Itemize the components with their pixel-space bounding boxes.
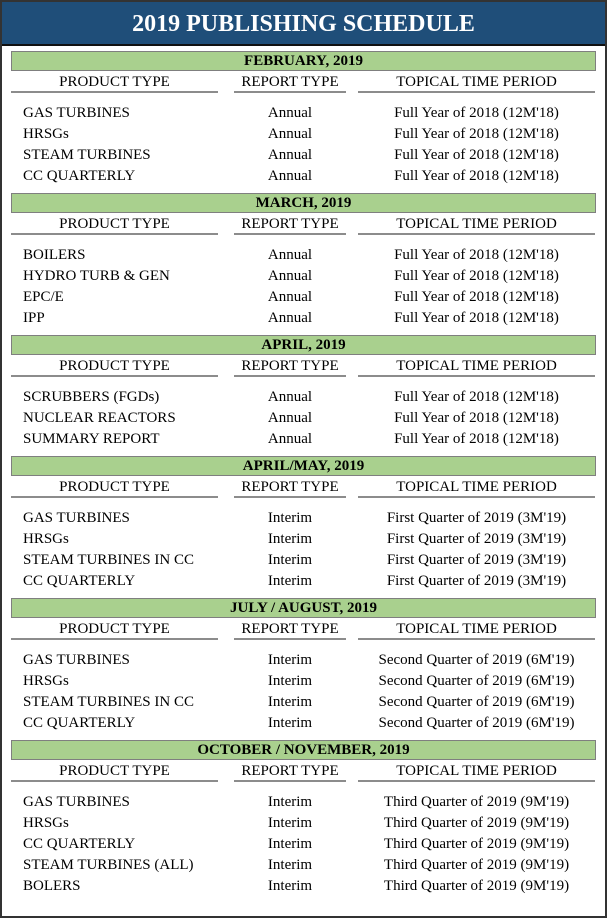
time-period-cell: Full Year of 2018 (12M'18) — [394, 289, 559, 305]
product-type-cell: BOLERS — [23, 878, 81, 894]
table-row — [11, 571, 596, 592]
table-row — [11, 529, 596, 550]
time-period-cell: Full Year of 2018 (12M'18) — [394, 310, 559, 326]
page-title: 2019 PUBLISHING SCHEDULE — [2, 2, 605, 46]
report-type-cell: Interim — [267, 878, 313, 894]
time-period-cell: Third Quarter of 2019 (9M'19) — [383, 815, 570, 831]
time-period-cell: Full Year of 2018 (12M'18) — [394, 247, 559, 263]
product-type-cell: GAS TURBINES — [23, 652, 130, 668]
product-type-cell: SCRUBBERS (FGDs) — [23, 389, 160, 405]
section-month-header: APRIL, 2019 — [11, 335, 596, 355]
report-type-cell: Annual — [267, 268, 313, 284]
time-period-cell: Second Quarter of 2019 (6M'19) — [378, 715, 575, 731]
report-type-cell: Interim — [267, 552, 313, 568]
time-period-cell: Full Year of 2018 (12M'18) — [394, 389, 559, 405]
table-row — [11, 408, 596, 429]
column-headers — [11, 71, 596, 93]
table-row — [11, 792, 596, 813]
time-period-cell: Second Quarter of 2019 (6M'19) — [378, 673, 575, 689]
table-row — [11, 287, 596, 308]
table-row — [11, 713, 596, 734]
table-row — [11, 124, 596, 145]
section-month-header: OCTOBER / NOVEMBER, 2019 — [11, 740, 596, 760]
product-type-cell: GAS TURBINES — [23, 510, 130, 526]
schedule-section — [11, 598, 596, 740]
schedule-section — [11, 193, 596, 335]
schedule-section — [11, 335, 596, 456]
column-header-product: PRODUCT TYPE — [11, 760, 218, 782]
column-header-product: PRODUCT TYPE — [11, 476, 218, 498]
report-type-cell: Interim — [267, 510, 313, 526]
product-type-cell: HRSGs — [23, 126, 69, 142]
table-row — [11, 876, 596, 897]
product-type-cell: SUMMARY REPORT — [23, 431, 160, 447]
table-row — [11, 671, 596, 692]
section-month-header: JULY / AUGUST, 2019 — [11, 598, 596, 618]
report-type-cell: Annual — [267, 126, 313, 142]
time-period-cell: Full Year of 2018 (12M'18) — [394, 147, 559, 163]
table-row — [11, 145, 596, 166]
column-header-product: PRODUCT TYPE — [11, 618, 218, 640]
column-header-product: PRODUCT TYPE — [11, 71, 218, 93]
column-headers — [11, 476, 596, 498]
time-period-cell: Third Quarter of 2019 (9M'19) — [383, 794, 570, 810]
product-type-cell: CC QUARTERLY — [23, 715, 136, 731]
table-row — [11, 550, 596, 571]
product-type-cell: HRSGs — [23, 673, 69, 689]
table-row — [11, 103, 596, 124]
product-type-cell: IPP — [23, 310, 45, 326]
column-header-period: TOPICAL TIME PERIOD — [358, 760, 595, 782]
report-type-cell: Annual — [267, 247, 313, 263]
column-header-period: TOPICAL TIME PERIOD — [358, 476, 595, 498]
table-row — [11, 834, 596, 855]
column-headers — [11, 213, 596, 235]
table-row — [11, 308, 596, 329]
report-type-cell: Interim — [267, 573, 313, 589]
table-row — [11, 508, 596, 529]
report-type-cell: Annual — [267, 410, 313, 426]
time-period-cell: Third Quarter of 2019 (9M'19) — [383, 836, 570, 852]
schedule-sections — [2, 46, 605, 903]
time-period-cell: Third Quarter of 2019 (9M'19) — [383, 857, 570, 873]
column-header-report: REPORT TYPE — [234, 213, 346, 235]
column-headers — [11, 355, 596, 377]
time-period-cell: Full Year of 2018 (12M'18) — [394, 268, 559, 284]
report-type-cell: Annual — [267, 147, 313, 163]
time-period-cell: Full Year of 2018 (12M'18) — [394, 126, 559, 142]
report-type-cell: Interim — [267, 857, 313, 873]
product-type-cell: GAS TURBINES — [23, 794, 130, 810]
section-month-header: FEBRUARY, 2019 — [11, 51, 596, 71]
report-type-cell: Interim — [267, 673, 313, 689]
section-month-header: APRIL/MAY, 2019 — [11, 456, 596, 476]
report-type-cell: Interim — [267, 715, 313, 731]
report-type-cell: Annual — [267, 105, 313, 121]
report-type-cell: Annual — [267, 168, 313, 184]
column-header-report: REPORT TYPE — [234, 618, 346, 640]
column-header-product: PRODUCT TYPE — [11, 355, 218, 377]
product-type-cell: CC QUARTERLY — [23, 836, 136, 852]
column-header-period: TOPICAL TIME PERIOD — [358, 355, 595, 377]
column-headers — [11, 618, 596, 640]
report-type-cell: Interim — [267, 794, 313, 810]
product-type-cell: HRSGs — [23, 815, 69, 831]
product-type-cell: CC QUARTERLY — [23, 573, 136, 589]
report-type-cell: Annual — [267, 289, 313, 305]
time-period-cell: Second Quarter of 2019 (6M'19) — [378, 694, 575, 710]
report-type-cell: Interim — [267, 531, 313, 547]
column-header-report: REPORT TYPE — [234, 71, 346, 93]
table-row — [11, 650, 596, 671]
report-type-cell: Annual — [267, 310, 313, 326]
section-month-header: MARCH, 2019 — [11, 193, 596, 213]
time-period-cell: Full Year of 2018 (12M'18) — [394, 105, 559, 121]
product-type-cell: STEAM TURBINES — [23, 147, 151, 163]
column-header-period: TOPICAL TIME PERIOD — [358, 618, 595, 640]
product-type-cell: HRSGs — [23, 531, 69, 547]
schedule-section — [11, 740, 596, 903]
table-row — [11, 855, 596, 876]
product-type-cell: NUCLEAR REACTORS — [23, 410, 176, 426]
time-period-cell: Full Year of 2018 (12M'18) — [394, 168, 559, 184]
report-type-cell: Annual — [267, 431, 313, 447]
table-row — [11, 266, 596, 287]
column-header-period: TOPICAL TIME PERIOD — [358, 71, 595, 93]
time-period-cell: Second Quarter of 2019 (6M'19) — [378, 652, 575, 668]
time-period-cell: First Quarter of 2019 (3M'19) — [386, 510, 567, 526]
table-row — [11, 387, 596, 408]
report-type-cell: Interim — [267, 836, 313, 852]
product-type-cell: STEAM TURBINES IN CC — [23, 552, 194, 568]
table-row — [11, 813, 596, 834]
report-type-cell: Annual — [267, 389, 313, 405]
time-period-cell: Full Year of 2018 (12M'18) — [394, 431, 559, 447]
time-period-cell: First Quarter of 2019 (3M'19) — [386, 573, 567, 589]
table-row — [11, 166, 596, 187]
table-row — [11, 692, 596, 713]
report-type-cell: Interim — [267, 815, 313, 831]
product-type-cell: EPC/E — [23, 289, 64, 305]
time-period-cell: First Quarter of 2019 (3M'19) — [386, 531, 567, 547]
product-type-cell: HYDRO TURB & GEN — [23, 268, 170, 284]
product-type-cell: CC QUARTERLY — [23, 168, 136, 184]
column-header-report: REPORT TYPE — [234, 760, 346, 782]
time-period-cell: Full Year of 2018 (12M'18) — [394, 410, 559, 426]
product-type-cell: STEAM TURBINES IN CC — [23, 694, 194, 710]
table-row — [11, 429, 596, 450]
product-type-cell: GAS TURBINES — [23, 105, 130, 121]
report-type-cell: Interim — [267, 694, 313, 710]
column-headers — [11, 760, 596, 782]
column-header-product: PRODUCT TYPE — [11, 213, 218, 235]
schedule-section — [11, 456, 596, 598]
column-header-report: REPORT TYPE — [234, 355, 346, 377]
schedule-section — [11, 51, 596, 193]
time-period-cell: First Quarter of 2019 (3M'19) — [386, 552, 567, 568]
product-type-cell: STEAM TURBINES (ALL) — [23, 857, 194, 873]
report-type-cell: Interim — [267, 652, 313, 668]
time-period-cell: Third Quarter of 2019 (9M'19) — [383, 878, 570, 894]
column-header-report: REPORT TYPE — [234, 476, 346, 498]
product-type-cell: BOILERS — [23, 247, 86, 263]
table-row — [11, 245, 596, 266]
column-header-period: TOPICAL TIME PERIOD — [358, 213, 595, 235]
